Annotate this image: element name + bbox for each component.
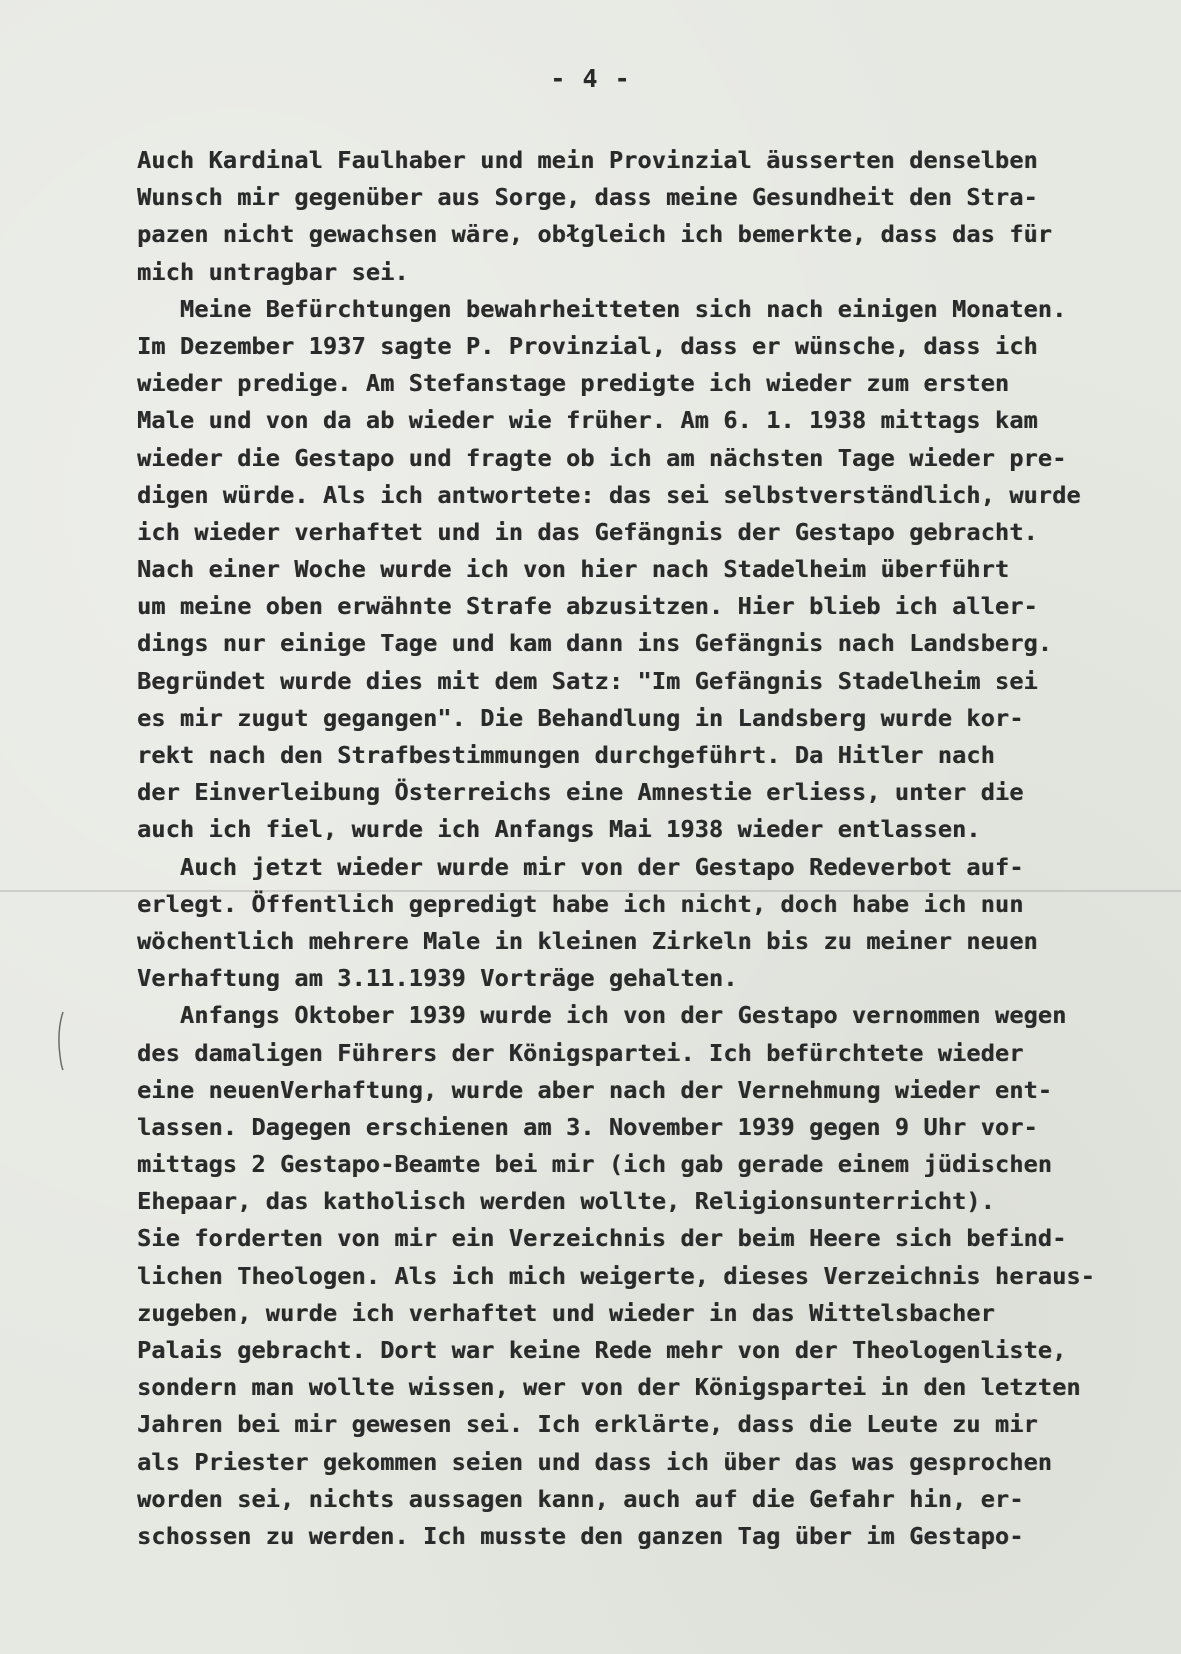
text-line: als Priester gekommen seien und dass ich über das was gesprochen: [137, 1447, 1053, 1476]
text-line: wieder predige. Am Stefanstage predigte ich wieder zum ersten: [137, 369, 1010, 398]
body-text: [137, 142, 1137, 1555]
text-line: Meine Befürchtungen bewahrheitteten sich nach einigen Monaten.: [137, 294, 1067, 323]
text-line: mich untragbar sei.: [137, 257, 409, 286]
margin-pencil-mark: [56, 1010, 66, 1072]
text-line: Auch Kardinal Faulhaber und mein Provinzial äusserten denselben: [137, 146, 1038, 174]
text-line: um meine oben erwähnte Strafe abzusitzen. Hier blieb ich aller-: [137, 592, 1038, 621]
text-line: zugeben, wurde ich verhaftet und wieder in das Wittelsbacher: [137, 1298, 995, 1327]
text-line: lichen Theologen. Als ich mich weigerte, dieses Verzeichnis heraus-: [137, 1261, 1095, 1290]
text-line: Jahren bei mir gewesen sei. Ich erklärte, dass die Leute zu mir: [137, 1410, 1038, 1439]
text-line: sondern man wollte wissen, wer von der Königspartei in den letzten: [137, 1373, 1081, 1402]
text-line: der Einverleibung Österreichs eine Amnestie erliess, unter die: [137, 778, 1024, 807]
text-line: wieder die Gestapo und fragte ob ich am nächsten Tage wieder pre-: [137, 443, 1067, 472]
text-line: lassen. Dagegen erschienen am 3. November 1939 gegen 9 Uhr vor-: [137, 1112, 1038, 1141]
text-line: es mir zugut gegangen". Die Behandlung in Landsberg wurde kor-: [137, 703, 1024, 732]
text-line: Nach einer Woche wurde ich von hier nach Stadelheim überführt: [137, 555, 1010, 584]
text-line: Sie forderten von mir ein Verzeichnis der beim Heere sich befind-: [137, 1224, 1067, 1253]
text-line: Begründet wurde dies mit dem Satz: "Im Gefängnis Stadelheim sei: [137, 666, 1038, 695]
page-number: - 4 -: [550, 64, 631, 93]
text-line: eine neuenVerhaftung, wurde aber nach der Vernehmung wieder ent-: [137, 1075, 1053, 1104]
text-line: rekt nach den Strafbestimmungen durchgeführt. Da Hitler nach: [137, 741, 995, 769]
text-line: Anfangs Oktober 1939 wurde ich von der Gestapo vernommen wegen: [137, 1001, 1067, 1030]
text-line: pazen nicht gewachsen wäre, obłgleich ich bemerkte, dass das für: [137, 220, 1053, 249]
text-line: ich wieder verhaftet und in das Gefängnis der Gestapo gebracht.: [137, 517, 1038, 546]
text-line: wöchentlich mehrere Male in kleinen Zirkeln bis zu meiner neuen: [137, 926, 1038, 955]
text-line: erlegt. Öffentlich gepredigt habe ich nicht, doch habe ich nun: [137, 889, 1024, 918]
text-line: Ehepaar, das katholisch werden wollte, Religionsunterricht).: [137, 1187, 995, 1216]
text-line: worden sei, nichts aussagen kann, auch auf die Gefahr hin, er-: [137, 1484, 1024, 1513]
text-line: Male und von da ab wieder wie früher. Am 6. 1. 1938 mittags kam: [137, 406, 1038, 435]
text-line: dings nur einige Tage und kam dann ins Gefängnis nach Landsberg.: [137, 629, 1053, 658]
text-line: schossen zu werden. Ich musste den ganzen Tag über im Gestapo-: [137, 1521, 1024, 1550]
text-line: digen würde. Als ich antwortete: das sei selbstverständlich, wurde: [137, 480, 1081, 509]
text-line: mittags 2 Gestapo-Beamte bei mir (ich gab gerade einem jüdischen: [137, 1150, 1053, 1179]
text-line: Auch jetzt wieder wurde mir von der Gestapo Redeverbot auf-: [137, 852, 1024, 881]
text-line: auch ich fiel, wurde ich Anfangs Mai 1938 wieder entlassen.: [137, 815, 981, 844]
text-line: Im Dezember 1937 sagte P. Provinzial, dass er wünsche, dass ich: [137, 331, 1038, 360]
text-line: Verhaftung am 3.11.1939 Vorträge gehalten.: [137, 964, 738, 993]
text-line: des damaligen Führers der Königspartei. Ich befürchtete wieder: [137, 1038, 1024, 1067]
text-line: Wunsch mir gegenüber aus Sorge, dass meine Gesundheit den Stra-: [137, 183, 1038, 212]
text-line: Palais gebracht. Dort war keine Rede mehr von der Theologenliste,: [137, 1336, 1067, 1364]
